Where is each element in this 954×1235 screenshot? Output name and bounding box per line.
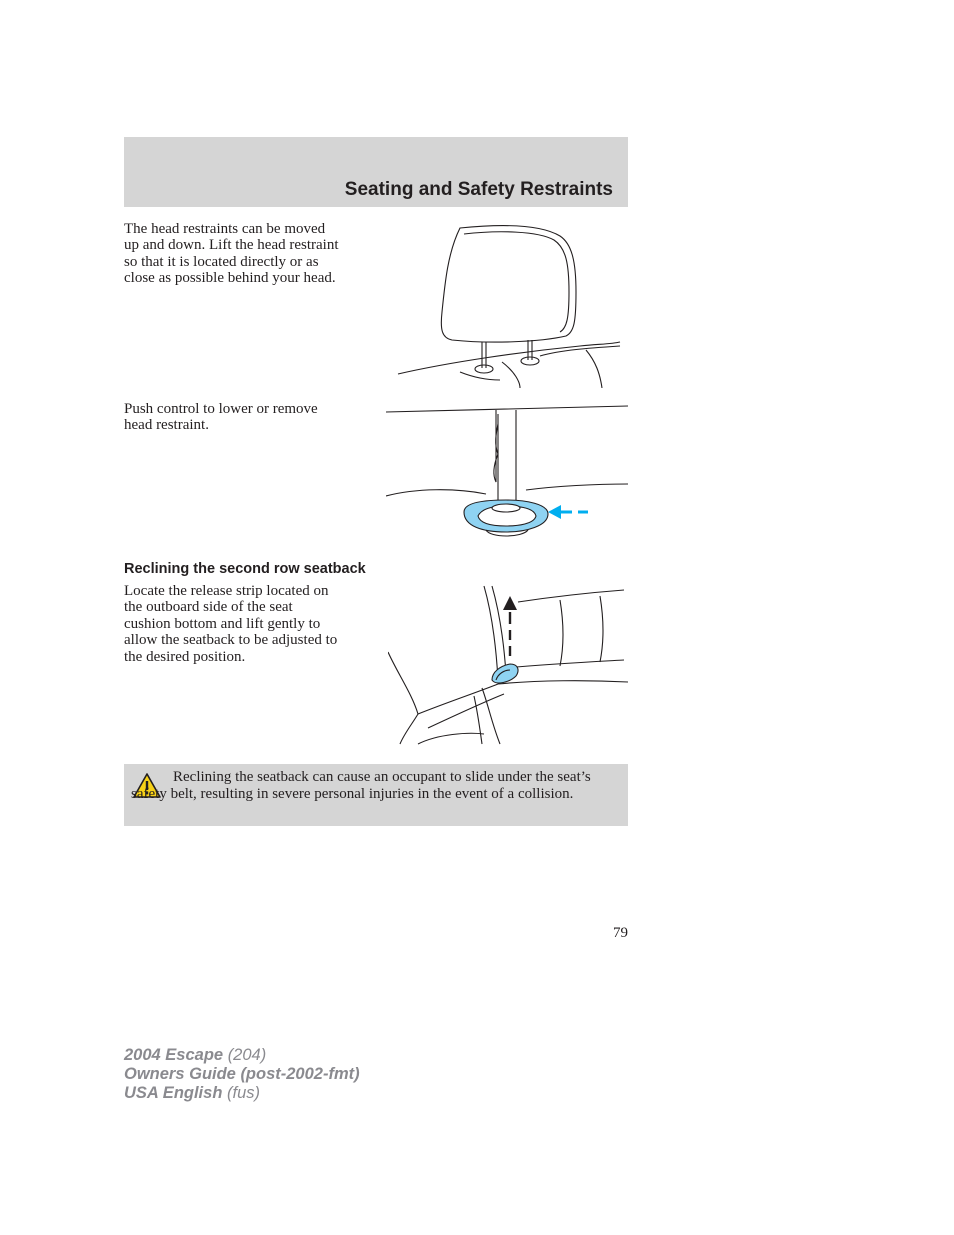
section-header-band [124, 137, 628, 207]
warning-box [124, 764, 628, 826]
seatback-recline-illustration [388, 584, 628, 746]
warning-text: Reclining the seatback can cause an occupant to slide under the seat’s safety belt, resulting in severe personal injuries in the event of a collision. [131, 769, 591, 802]
footer-guide-type: Owners Guide (post-2002-fmt) [124, 1065, 360, 1083]
page-number: 79 [613, 925, 628, 941]
head-restraint-illustration [390, 222, 628, 388]
recline-instructions-paragraph: Locate the release strip located on the outboard side of the seat cushion bottom and lift gently to allow the seatback to be adjusted to the desired position. [124, 583, 338, 665]
footer-language: USA English [124, 1084, 223, 1102]
section-title: Seating and Safety Restraints [344, 179, 613, 200]
push-control-illustration [386, 404, 628, 540]
push-control-paragraph: Push control to lower or remove head restraint. [124, 401, 318, 434]
footer-model: 2004 Escape [124, 1046, 224, 1064]
document-footer [124, 1046, 360, 1103]
footer-line-3 [124, 1084, 360, 1103]
reclining-section-heading: Reclining the second row seatback [124, 561, 366, 577]
footer-line-2 [124, 1065, 360, 1084]
footer-model-code: (204) [227, 1046, 267, 1064]
footer-line-1 [124, 1046, 360, 1065]
head-restraint-adjust-paragraph: The head restraints can be moved up and down. Lift the head restraint so that it is located directly or as close as possible behind your head. [124, 221, 339, 287]
footer-language-code: (fus) [227, 1084, 260, 1102]
